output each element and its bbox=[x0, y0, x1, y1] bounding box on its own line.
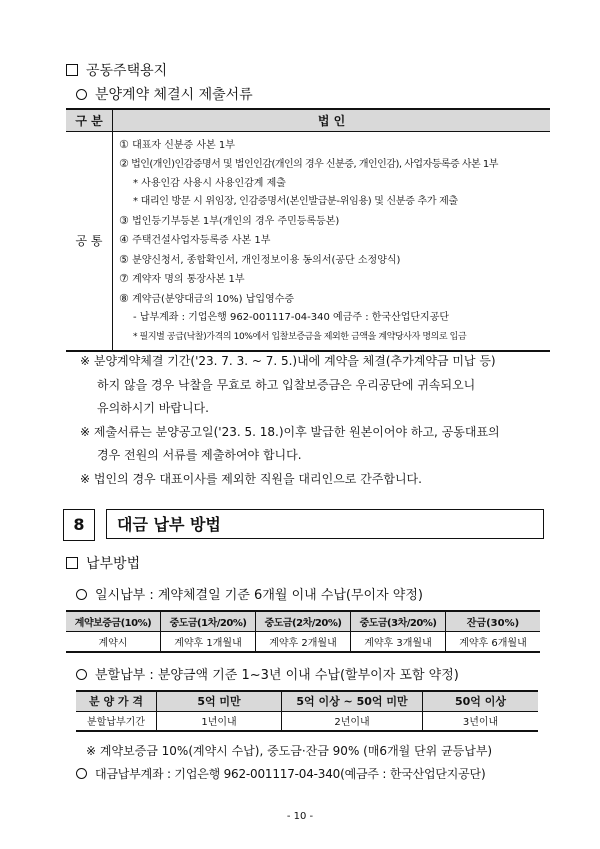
table-header-cell: 분 양 가 격 bbox=[76, 691, 157, 711]
lump-sum-text: 일시납부 : 계약체결일 기준 6개월 이내 수납(무이자 약정) bbox=[95, 588, 423, 603]
item-number: ⑦ bbox=[119, 272, 129, 285]
item-text: 대표자 신분증 사본 1부 bbox=[132, 139, 235, 151]
circle-bullet-icon bbox=[76, 768, 87, 779]
payment-account bbox=[76, 765, 485, 782]
table-cell: 계약후 3개월내 bbox=[351, 631, 446, 652]
list-note: * 필지별 공급(낙찰)가격의 10%에서 입찰보증금을 제외한 금액을 계약당사자 명의로 입금 bbox=[133, 331, 467, 342]
table-header-cell: 중도금(3차/20%) bbox=[351, 611, 446, 631]
item-number: ③ bbox=[119, 213, 129, 227]
table-cell: 3년이내 bbox=[462, 717, 499, 729]
list-item bbox=[119, 231, 550, 251]
table-cell: 분할납부기간 bbox=[76, 711, 157, 731]
page-number: - 10 - bbox=[286, 811, 314, 822]
note-line: 경우 전원의 서류를 제출하여야 합니다. bbox=[97, 448, 302, 462]
row-label-common: 공 통 bbox=[66, 131, 113, 351]
table-header-cell: 중도금(1차/20%) bbox=[161, 611, 256, 631]
table-cell: 계약후 6개월내 bbox=[459, 637, 527, 649]
table-cell: 계약시 bbox=[66, 631, 161, 652]
list-item bbox=[119, 212, 550, 232]
list-item bbox=[119, 290, 550, 310]
list-item bbox=[119, 155, 550, 175]
table-cell: 계약후 1개월내 bbox=[161, 631, 256, 652]
table-header-cell: 계약보증금(10%) bbox=[66, 611, 161, 631]
table-header-cell: 중도금(2차/20%) bbox=[256, 611, 351, 631]
item-text: 분양신청서, 종합확인서, 개인정보이용 동의서(공단 소정양식) bbox=[132, 254, 401, 266]
circle-bullet-icon bbox=[76, 589, 87, 600]
item-number: ④ bbox=[119, 233, 129, 246]
checkbox-square-icon bbox=[66, 64, 78, 76]
item-text: 법인등기부등본 1부(개인의 경우 주민등록등본) bbox=[132, 215, 340, 227]
list-item bbox=[119, 251, 550, 271]
table-header-cell: 5억 미만 bbox=[157, 691, 282, 711]
lump-sum-table bbox=[66, 610, 540, 653]
table-cell: 1년이내 bbox=[157, 711, 282, 731]
section-number: 8 bbox=[63, 509, 95, 541]
documents-table bbox=[66, 108, 550, 352]
circle-bullet-icon bbox=[76, 89, 87, 100]
document-list bbox=[113, 131, 551, 351]
payment-account-text: 대금납부계좌 : 기업은행 962-001117-04-340(예금주 : 한국산업단지공단) bbox=[95, 767, 486, 781]
section-heading bbox=[66, 60, 167, 80]
table-cell: 2년이내 bbox=[282, 711, 423, 731]
note-line: ※ 법인의 경우 대표이사를 제외한 직원을 대리인으로 간주합니다. bbox=[80, 471, 422, 486]
item-text: 주택건설사업자등록증 사본 1부 bbox=[132, 235, 271, 246]
table-header-corporation: 법 인 bbox=[113, 109, 551, 131]
item-number: ② bbox=[119, 157, 129, 170]
list-note: * 대리인 방문 시 위임장, 인감증명서(본인발급분-위임용) 및 신분증 추가 제출 bbox=[133, 196, 458, 207]
table-cell: 계약후 2개월내 bbox=[256, 631, 351, 652]
payment-account-line: - 납부계좌 : 기업은행 962-001117-04-340 예금주 : 한국산업단지공단 bbox=[133, 312, 450, 323]
table-header-cell: 5억 이상 ~ 50억 미만 bbox=[282, 691, 423, 711]
circle-bullet-icon bbox=[76, 669, 87, 680]
payment-heading-text: 납부방법 bbox=[86, 556, 141, 572]
checkbox-square-icon bbox=[66, 557, 78, 569]
payment-note: ※ 계약보증금 10%(계약시 수납), 중도금·잔금 90% (매6개월 단위 균등납부) bbox=[86, 744, 493, 758]
item-number: ⑧ bbox=[119, 291, 129, 305]
item-text: 계약자 명의 통장사본 1부 bbox=[132, 274, 245, 285]
note-line: 유의하시기 바랍니다. bbox=[97, 401, 209, 415]
section-heading-text: 공동주택용지 bbox=[86, 63, 168, 79]
installment-text: 분할납부 : 분양금액 기준 1~3년 이내 수납(할부이자 포함 약정) bbox=[95, 668, 459, 683]
notes-block bbox=[80, 350, 500, 491]
section-title: 대금 납부 방법 bbox=[106, 509, 544, 539]
installment-label bbox=[76, 664, 459, 683]
sub-heading bbox=[76, 84, 253, 104]
table-header-cell: 잔금(30%) bbox=[446, 611, 541, 631]
item-text: 법인(개인)인감증명서 및 법인인감(개인의 경우 신분증, 개인인감), 사업자등록증 사본 1부 bbox=[131, 159, 498, 170]
lump-sum-label bbox=[76, 584, 423, 603]
list-item bbox=[119, 270, 550, 290]
note-line: ※ 제출서류는 분양공고일('23. 5. 18.)이후 발급한 원본이어야 하고, 공동대표의 bbox=[80, 424, 500, 439]
list-item bbox=[119, 136, 550, 156]
list-note: * 사용인감 사용시 사용인감계 제출 bbox=[133, 177, 286, 189]
table-header-cell: 50억 이상 bbox=[423, 691, 539, 711]
item-text: 계약금(분양대금의 10%) 납입영수증 bbox=[132, 293, 295, 305]
table-header-category: 구 분 bbox=[66, 109, 113, 131]
sub-heading-text: 분양계약 체결시 제출서류 bbox=[95, 87, 253, 103]
note-line: 하지 않을 경우 낙찰을 무효로 하고 입찰보증금은 우리공단에 귀속되오니 bbox=[97, 377, 476, 392]
installment-table bbox=[76, 690, 538, 732]
note-line: ※ 분양계약체결 기간('23. 7. 3. ~ 7. 5.)내에 계약을 체결(추가계약금 미납 등) bbox=[80, 354, 496, 368]
item-number: ⑤ bbox=[119, 252, 129, 266]
item-number: ① bbox=[119, 137, 129, 151]
payment-heading bbox=[66, 553, 140, 573]
